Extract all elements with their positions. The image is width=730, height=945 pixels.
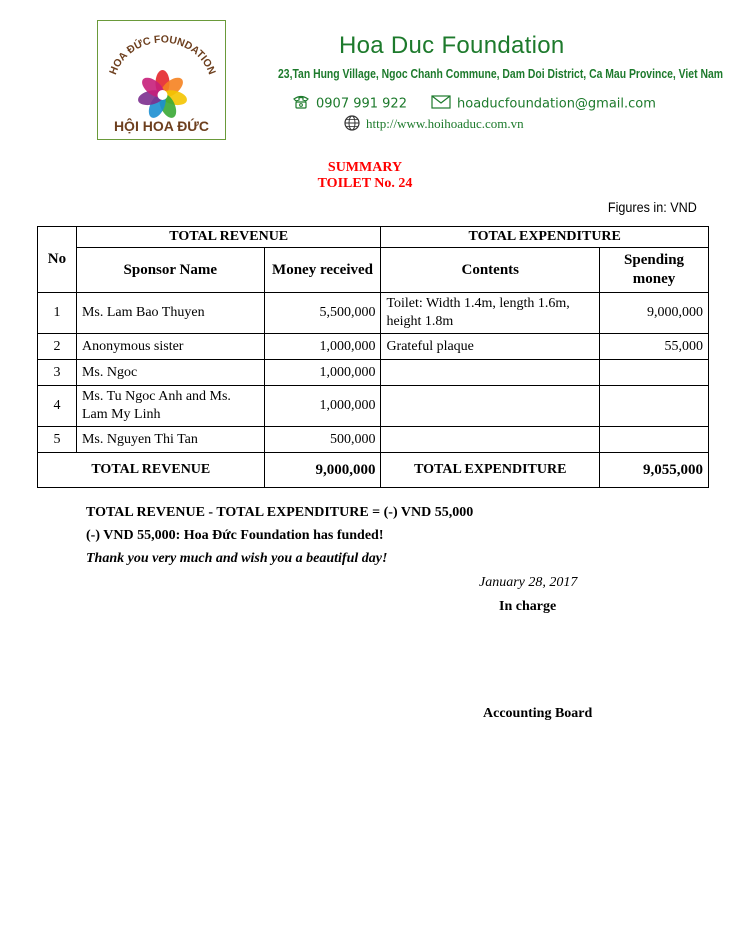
- total-revenue-label: TOTAL REVENUE: [38, 453, 265, 488]
- website-contact: [344, 115, 524, 135]
- svg-text:HOA ĐỨC FOUNDATION: HOA ĐỨC FOUNDATION: [107, 33, 218, 77]
- funded-line: (-) VND 55,000: Hoa Đức Foundation has funded!: [86, 528, 384, 543]
- row-no: 1: [38, 293, 77, 334]
- column-header-spending: Spending money: [600, 248, 709, 293]
- row-no: 4: [38, 386, 77, 427]
- spending-money: [600, 360, 709, 386]
- money-received: 1,000,000: [264, 360, 381, 386]
- table-row: [38, 360, 709, 386]
- document-date: January 28, 2017: [479, 575, 578, 590]
- summary-title: SUMMARY: [327, 160, 403, 175]
- email-contact: [431, 95, 656, 113]
- column-header-contents: Contents: [381, 248, 600, 293]
- sponsor-name: Ms. Tu Ngoc Anh and Ms. Lam My Linh: [76, 386, 264, 427]
- money-received: 1,000,000: [264, 386, 381, 427]
- money-received: 1,000,000: [264, 334, 381, 360]
- expense-contents: [381, 386, 600, 427]
- expense-contents: Grateful plaque: [381, 334, 600, 360]
- table-row: [38, 334, 709, 360]
- toilet-number-title: TOILET No. 24: [317, 176, 413, 191]
- expenditure-group-header: TOTAL EXPENDITURE: [381, 227, 709, 248]
- expense-contents: Toilet: Width 1.4m, length 1.6m, height 1.8m: [381, 293, 600, 334]
- table-subheader-row: [38, 248, 709, 293]
- total-revenue-value: 9,000,000: [264, 453, 381, 488]
- sponsor-name: Ms. Lam Bao Thuyen: [76, 293, 264, 334]
- phone-contact: [292, 95, 407, 113]
- org-name: Hoa Duc Foundation: [339, 32, 565, 59]
- email-address[interactable]: hoaducfoundation@gmail.com: [457, 96, 656, 112]
- expense-contents: [381, 360, 600, 386]
- globe-icon: [344, 115, 360, 135]
- envelope-icon: [431, 95, 451, 113]
- revenue-group-header: TOTAL REVENUE: [76, 227, 380, 248]
- signer-name: Accounting Board: [483, 706, 593, 721]
- spending-money: 9,000,000: [600, 293, 709, 334]
- totals-row: [38, 453, 709, 488]
- currency-note: Figures in: VND: [608, 199, 697, 215]
- table-row: [38, 293, 709, 334]
- phone-icon: [292, 95, 310, 113]
- org-address: 23,Tan Hung Village, Ngoc Chanh Commune, Dam Doi District, Ca Mau Province, Viet Nam: [278, 66, 723, 81]
- summary-table: [37, 226, 709, 488]
- money-received: 500,000: [264, 427, 381, 453]
- website-link[interactable]: http://www.hoihoaduc.com.vn: [366, 115, 524, 131]
- spending-money: 55,000: [600, 334, 709, 360]
- sponsor-name: Anonymous sister: [76, 334, 264, 360]
- phone-number: 0907 991 922: [316, 96, 407, 112]
- expense-contents: [381, 427, 600, 453]
- balance-line: TOTAL REVENUE - TOTAL EXPENDITURE = (-) VND 55,000: [86, 505, 474, 520]
- table-row: [38, 427, 709, 453]
- foundation-logo: [97, 20, 226, 140]
- spending-money: [600, 386, 709, 427]
- thanks-line: Thank you very much and wish you a beautiful day!: [86, 551, 388, 566]
- table-header-row: [38, 227, 709, 248]
- in-charge-label: In charge: [499, 599, 557, 614]
- row-no: 3: [38, 360, 77, 386]
- logo-bottom-text: HỘI HOA ĐỨC: [113, 118, 210, 134]
- table-row: [38, 386, 709, 427]
- column-header-no: No: [38, 227, 77, 293]
- row-no: 5: [38, 427, 77, 453]
- sponsor-name: Ms. Ngoc: [76, 360, 264, 386]
- money-received: 5,500,000: [264, 293, 381, 334]
- total-expenditure-value: 9,055,000: [600, 453, 709, 488]
- column-header-sponsor: Sponsor Name: [76, 248, 264, 293]
- sponsor-name: Ms. Nguyen Thi Tan: [76, 427, 264, 453]
- flower-center: [158, 90, 168, 100]
- spending-money: [600, 427, 709, 453]
- row-no: 2: [38, 334, 77, 360]
- column-header-money: Money received: [264, 248, 381, 293]
- total-expenditure-label: TOTAL EXPENDITURE: [381, 453, 600, 488]
